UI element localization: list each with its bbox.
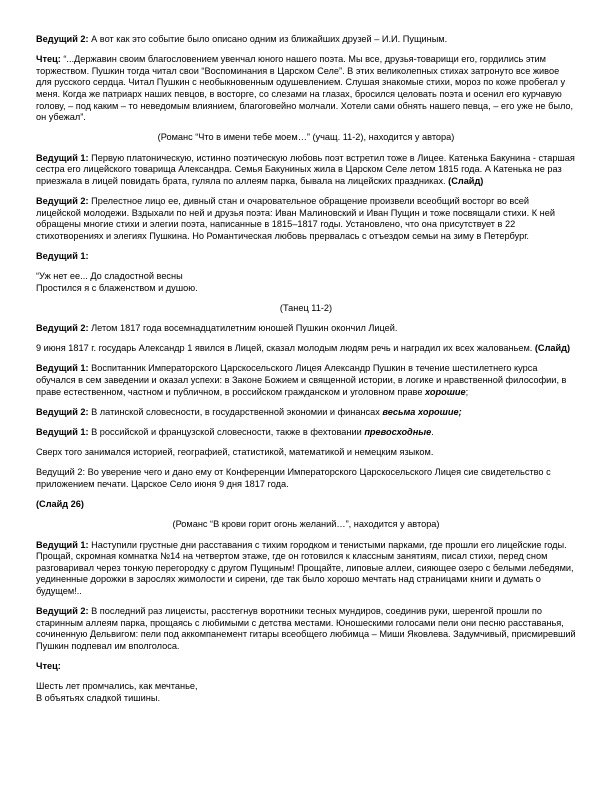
verse-line-3: Шесть лет промчались, как мечтанье, — [36, 681, 198, 692]
verse-line-4: В объятьях сладкой тишины. — [36, 692, 160, 703]
paragraph-9 — [36, 323, 576, 335]
verse-line-2: Простился я с блаженством и душою. — [36, 282, 198, 293]
paragraph-end: ; — [465, 386, 469, 397]
paragraph-text: “...Державин своим благословением увенчал юного нашего поэта. Мы все, друзья-товарищи его, гордились этим торжеством. Пушкин тогда читал свои “Воспоминания в Царском Селе”. В этих великолепных стихах затронуто все живое для русского сердца. Читал Пушкин с необыкновенным одушевлением. Слушая знакомые стихи, мороз по коже пробегал у меня. Когда же патриарх наших певцов, в восторге, со слезами на глазах, бросился целовать поэта и осенил его курчавую голову, – под каким – то неведомым влиянием, благоговейно молчали. Хотели сами обнять нашего певца, – его уже не было, он убежал”. — [36, 54, 574, 123]
paragraph-text: 9 июня 1817 г. государь Александр 1 явился в Лицей, сказал молодым людям речь и наградил их всех жалованьем. — [36, 343, 535, 354]
stage-direction-dance: (Танец 11-2) — [279, 302, 333, 313]
paragraph-10 — [36, 343, 576, 355]
paragraph-15: Ведущий 2: Во уверение чего и дано ему от Конференции Императорского Царскосельского Лицея сие свидетельство с приложением печати. Царское Село июня 9 дня 1817 года. — [36, 467, 551, 489]
paragraph-text: Прелестное лицо ее, дивный стан и очаровательное обращение произвели всеобщий восторг во всей лицейской молодежи. Вздыхали по ней и друзья поэта: Иван Малиновский и Иван Пущин и тоже посвящали стихи. К ней обращены многие стихи и элегии поэта, написанные в 1815–1817 годы. Установлено, что она присутствует в 22 стихотворениях и элегиях Пушкина. Но Романтическая любовь прервалась с отъездом семьи на зиму в Петербург. — [36, 195, 555, 241]
paragraph-1 — [36, 34, 576, 46]
paragraph-text: Наступили грустные дни расставания с тихим городком и тенистыми парками, где прошли его лицейские годы. Прощай, скромная комнатка №14 на четвертом этаже, где он готовился к классным занятиям, писал стихи, перед сном разговаривал через тонкую перегородку с другом Пущиным! Прощайте, липовые аллеи, сияющее озеро с белыми лебедями, уединенные дорожки в зарослях жимолости и сирени, где так было хорошо мечтать над страницами книги и думать о будущем!.. — [36, 539, 574, 596]
slide-tag: (Слайд) — [448, 175, 484, 186]
paragraph-12 — [36, 407, 576, 419]
speaker-label: Ведущий 2: — [36, 323, 89, 334]
stage-direction-romance-1: (Романс “Что в имени тебе моем…” (учащ. 11-2), находится у автора) — [157, 132, 455, 143]
slide-tag: (Слайд 26) — [36, 499, 84, 510]
paragraph-text: В последний раз лицеисты, расстегнув воротники тесных мундиров, соединив руки, шеренгой прошли по старинным аллеям парка, прощаясь с любимыми с детства местами. Юношескими голосами пели они песню расставанья, сочиненную Дельвигом: пели под аккомпанемент гитары всеобщего любимца – Миши Яковлева. Задумчивый, присмиревший Пушкин подпевал им вполголоса. — [36, 606, 576, 651]
speaker-label: Ведущий 1: — [36, 250, 89, 261]
speaker-label: Ведущий 2: — [36, 195, 89, 206]
paragraph-text: В латинской словесности, в государственной экономии и финансах — [88, 406, 383, 417]
speaker-label: Ведущий 1: — [36, 426, 89, 437]
paragraph-20 — [36, 661, 576, 673]
grade-emphasis: весьма хорошие; — [382, 406, 462, 417]
paragraph-text: В российской и французской словесности, также в фехтовании — [88, 426, 365, 437]
speaker-label: Ведущий 1: — [36, 363, 89, 374]
paragraph-2 — [36, 54, 576, 124]
paragraph-19 — [36, 606, 576, 652]
paragraph-text: А вот как это событие было описано одним из ближайших друзей – И.И. Пущиным. — [88, 34, 448, 44]
paragraph-6 — [36, 251, 576, 263]
paragraph-4 — [36, 153, 576, 188]
paragraph-14: Сверх того занимался историей, географией, статистикой, математикой и немецким языком. — [36, 447, 434, 458]
speaker-label: Чтец: — [36, 661, 61, 672]
paragraph-18 — [36, 540, 576, 598]
paragraph-end: . — [431, 426, 434, 437]
grade-emphasis: превосходные — [364, 426, 432, 437]
stage-direction-romance-2: (Романс “В крови горит огонь желаний…”, находится у автора) — [172, 519, 440, 530]
paragraph-text: Летом 1817 года восемнадцатилетним юношей Пушкин окончил Лицей. — [88, 323, 398, 334]
document-page — [36, 34, 576, 713]
slide-tag: (Слайд) — [534, 343, 571, 354]
grade-emphasis: хорошие — [425, 386, 466, 397]
speaker-label: Ведущий 1: — [36, 539, 89, 550]
paragraph-text: Воспитанник Императорского Царскосельского Лицея Александр Пушкин в течение шестилетнего курса обучался в сем заведении и оказал успехи: в Законе Божием и священной истории, в логике и нравственной философии, в праве естественном, частном и публичном, в российском гражданском и уголовном праве — [36, 363, 567, 397]
speaker-label: Ведущий 2: — [36, 406, 89, 417]
paragraph-text: Первую платоническую, истинно поэтическую любовь поэт встретил тоже в Лицее. Катенька Бакунина - старшая сестра его лицейского товарища Александра. Семья Бакуниных жила в Царском Селе летом 1815 года. А Катенька не раз приезжала в лицей повидать брата, гуляла по аллеям парка, бывала на лицейских праздниках. — [36, 152, 575, 186]
speaker-label: Ведущий 1: — [36, 152, 89, 163]
slide-26-tag — [36, 499, 576, 511]
paragraph-13 — [36, 427, 576, 439]
speaker-label: Ведущий 2: — [36, 606, 89, 617]
paragraph-5 — [36, 196, 576, 242]
speaker-label: Чтец: — [36, 54, 61, 65]
speaker-label: Ведущий 2: — [36, 34, 89, 44]
verse-line-1: “Уж нет ее... До сладостной весны — [36, 271, 183, 282]
paragraph-11 — [36, 363, 576, 398]
